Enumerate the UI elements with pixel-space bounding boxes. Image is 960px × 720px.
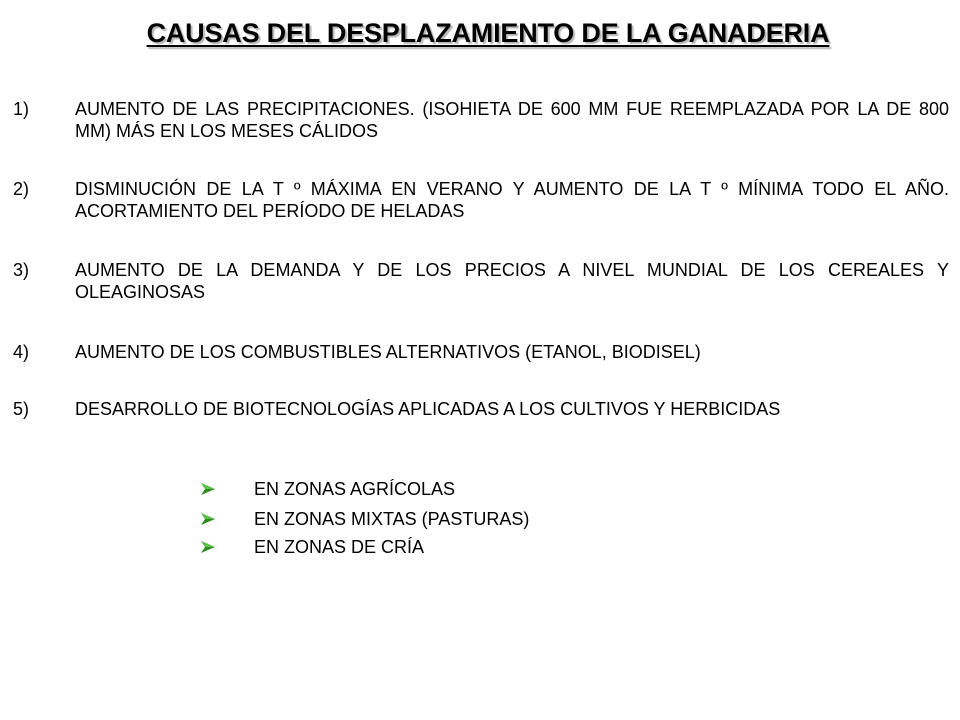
item-text: DISMINUCIÓN DE LA T º MÁXIMA EN VERANO Y AUMENTO DE LA T º MÍNIMA TODO EL AÑO. ACORTAMIENTO DEL PERÍODO DE HELADAS <box>75 179 949 221</box>
item-number: 5) <box>13 399 30 419</box>
list-item <box>13 98 949 142</box>
green-arrowhead-icon <box>200 512 216 526</box>
item-text: AUMENTO DE LOS COMBUSTIBLES ALTERNATIVOS (ETANOL, BIODISEL) <box>75 342 701 362</box>
sub-item-text: EN ZONAS DE CRÍA <box>254 537 425 557</box>
item-number: 2) <box>13 179 30 199</box>
sub-item-text: EN ZONAS MIXTAS (PASTURAS) <box>254 509 530 529</box>
sub-item-text: EN ZONAS AGRÍCOLAS <box>254 479 456 499</box>
sub-list-item <box>200 478 800 500</box>
item-text: DESARROLLO DE BIOTECNOLOGÍAS APLICADAS A LOS CULTIVOS Y HERBICIDAS <box>75 399 781 419</box>
item-text: AUMENTO DE LA DEMANDA Y DE LOS PRECIOS A NIVEL MUNDIAL DE LOS CEREALES Y OLEAGINOSAS <box>75 260 949 302</box>
item-text: AUMENTO DE LAS PRECIPITACIONES. (ISOHIETA DE 600 MM FUE REEMPLAZADA POR LA DE 800 MM) MÁS EN LOS MESES CÁLIDOS <box>75 99 949 141</box>
sub-list-item <box>200 508 800 530</box>
list-item <box>13 178 949 222</box>
item-number: 1) <box>13 99 30 119</box>
sub-list-item <box>200 536 800 558</box>
list-item <box>13 341 949 363</box>
list-item <box>13 398 949 420</box>
slide-title: CAUSAS DEL DESPLAZAMIENTO DE LA GANADERIA <box>146 18 830 48</box>
green-arrowhead-icon <box>200 540 216 554</box>
item-number: 4) <box>13 342 30 362</box>
item-number: 3) <box>13 260 30 280</box>
green-arrowhead-icon <box>200 482 216 496</box>
list-item <box>13 259 949 303</box>
